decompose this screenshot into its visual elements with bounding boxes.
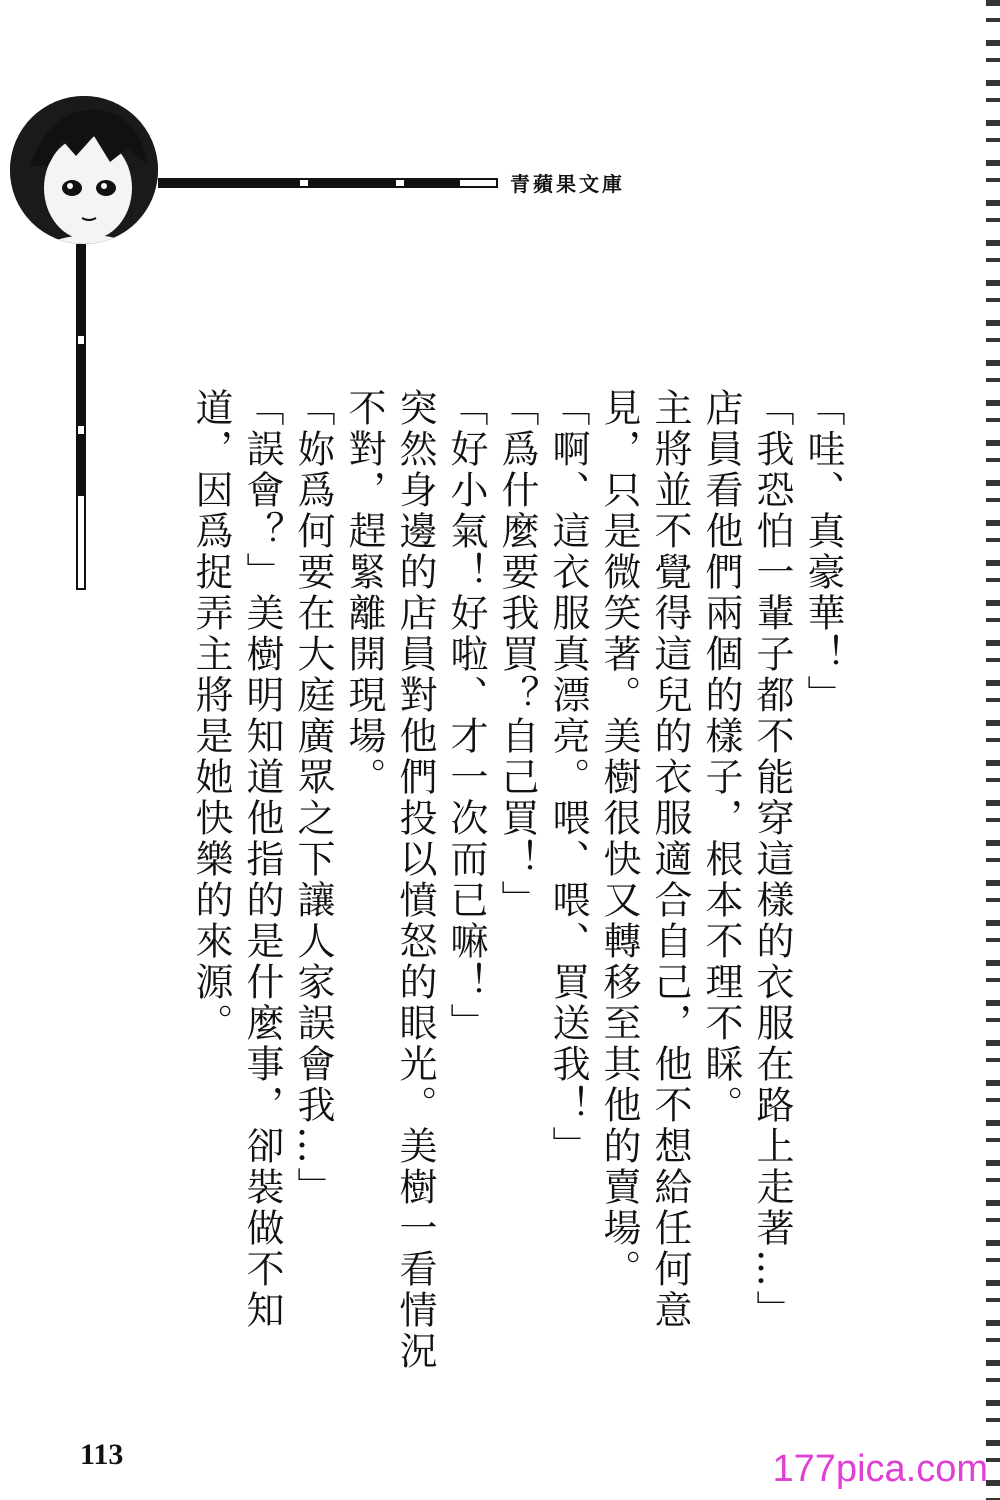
vertical-text-body — [188, 388, 848, 1390]
header-rule — [158, 178, 498, 188]
paragraph-3: 店員看他們兩個的樣子，根本不理不睬。 — [699, 388, 743, 1126]
paragraph-9: 「妳爲何要在大庭廣眾之下讓人家誤會我…」 — [291, 388, 335, 1208]
vertical-rule — [76, 244, 86, 590]
paragraph-10: 「誤會？」美樹明知道他指的是什麼事，卻裝做不知道，因爲捉弄主將是她快樂的來源。 — [189, 388, 284, 1331]
page-number: 113 — [80, 1438, 124, 1471]
series-title: 青蘋果文庫 — [510, 172, 625, 196]
paragraph-4: 主將並不覺得這兒的衣服適合自己，他不想給任何意見，只是微笑著。美樹很快又轉移至其他的賣場。 — [597, 388, 692, 1331]
watermark-text: 177pica.com — [772, 1448, 988, 1490]
anime-girl-portrait-icon — [10, 96, 158, 244]
paragraph-6: 「爲什麼要我買？自己買！」 — [495, 388, 539, 921]
character-portrait-icon — [10, 96, 158, 244]
paragraph-1: 「哇、真豪華！」 — [801, 388, 845, 716]
paragraph-8: 突然身邊的店員對他們投以憤怒的眼光。美樹一看情況不對，趕緊離開現場。 — [342, 388, 437, 1372]
paragraph-5: 「啊、這衣服真漂亮。喂、喂、買送我！」 — [546, 388, 590, 1167]
paragraph-7: 「好小氣！好啦、才一次而已嘛！」 — [444, 388, 488, 1044]
page-binding-edge — [986, 0, 1000, 1500]
paragraph-2: 「我恐怕一輩子都不能穿這樣的衣服在路上走著…」 — [750, 388, 794, 1331]
